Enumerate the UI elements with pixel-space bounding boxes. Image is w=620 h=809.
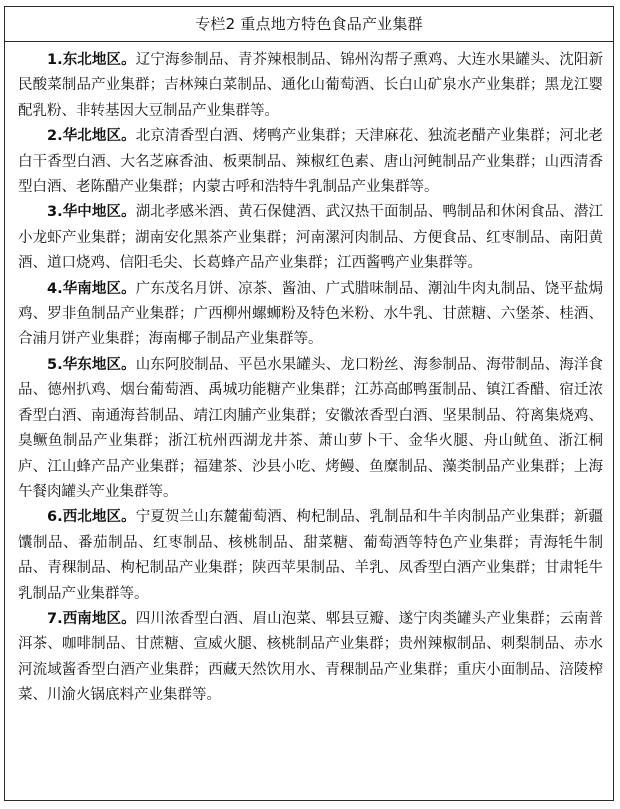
region-southwest xyxy=(18,607,603,709)
region-name: 5.华东地区。 xyxy=(47,356,136,373)
region-text: 北京清香型白酒、烤鸭产业集群；天津麻花、独流老醋产业集群；河北老白干香型白酒、大名芝麻香油、板栗制品、辣椒红色素、唐山河鲀制品产业集群；山西清香型白酒、老陈醋产业集群；内蒙古呼和浩特牛乳制品产业集群等。 xyxy=(18,128,603,196)
column-body xyxy=(5,42,613,709)
region-name: 2.华北地区。 xyxy=(47,128,136,145)
region-north xyxy=(18,124,603,200)
region-name: 3.华中地区。 xyxy=(47,204,136,221)
region-text: 湖北孝感米酒、黄石保健酒、武汉热干面制品、鸭制品和休闲食品、潜江小龙虾产业集群；湖南安化黑茶产业集群；河南漯河肉制品、方便食品、红枣制品、南阳黄酒、道口烧鸡、信阳毛尖、长葛蜂产品产业集群；江西酱鸭产业集群等。 xyxy=(18,204,603,272)
region-text: 山东阿胶制品、平邑水果罐头、龙口粉丝、海参制品、海带制品、海洋食品、德州扒鸡、烟台葡萄酒、禹城功能糖产业集群；江苏高邮鸭蛋制品、镇江香醋、宿迁浓香型白酒、南通海苔制品、靖江肉脯产业集群；安徽浓香型白酒、坚果制品、符离集烧鸡、臭鳜鱼制品产业集群；浙江杭州西湖龙井茶、萧山萝卜干、金华火腿、舟山鱿鱼、浙江桐庐、江山蜂产品产业集群；福建茶、沙县小吃、烤鳗、鱼糜制品、藻类制品产业集群；上海午餐肉罐头产业集群等。 xyxy=(18,356,603,500)
region-text: 辽宁海参制品、青芥辣根制品、锦州沟帮子熏鸡、大连水果罐头、沈阳新民酸菜制品产业集群；吉林辣白菜制品、通化山葡萄酒、长白山矿泉水产业集群；黑龙江婴配乳粉、非转基因大豆制品产业集群等。 xyxy=(18,52,603,119)
region-name: 7.西南地区。 xyxy=(47,610,136,627)
region-name: 4.华南地区。 xyxy=(47,280,136,297)
region-name: 1.东北地区。 xyxy=(47,52,136,68)
region-text: 四川浓香型白酒、眉山泡菜、郫县豆瓣、遂宁肉类罐头产业集群；云南普洱茶、咖啡制品、甘蔗糖、宣威火腿、核桃制品产业集群；贵州辣椒制品、刺梨制品、赤水河流域酱香型白酒产业集群；西藏天然饮用水、青稞制品产业集群；重庆小面制品、涪陵榨菜、川渝火锅底料产业集群等。 xyxy=(18,610,603,704)
special-column-box xyxy=(4,6,614,801)
region-name: 6.西北地区。 xyxy=(47,509,136,526)
region-east xyxy=(18,353,603,505)
region-text: 宁夏贺兰山东麓葡萄酒、枸杞制品、乳制品和牛羊肉制品产业集群；新疆馕制品、番茄制品、红枣制品、核桃制品、甜菜糖、葡萄酒等特色产业集群；青海牦牛制品、青稞制品、枸杞制品产业集群；陕西苹果制品、羊乳、凤香型白酒产业集群；甘肃牦牛乳制品产业集群等。 xyxy=(18,509,603,602)
region-central xyxy=(18,200,603,276)
region-text: 广东茂名月饼、凉茶、酱油、广式腊味制品、潮汕牛肉丸制品、饶平盐焗鸡、罗非鱼制品产业集群；广西柳州螺蛳粉及特色米粉、水牛乳、甘蔗糖、六堡茶、桂酒、合浦月饼产业集群；海南椰子制品产业集群等。 xyxy=(18,280,603,348)
region-northeast xyxy=(18,48,603,124)
region-south xyxy=(18,277,603,353)
region-northwest xyxy=(18,505,603,607)
column-title: 专栏2 重点地方特色食品产业集群 xyxy=(5,7,613,42)
